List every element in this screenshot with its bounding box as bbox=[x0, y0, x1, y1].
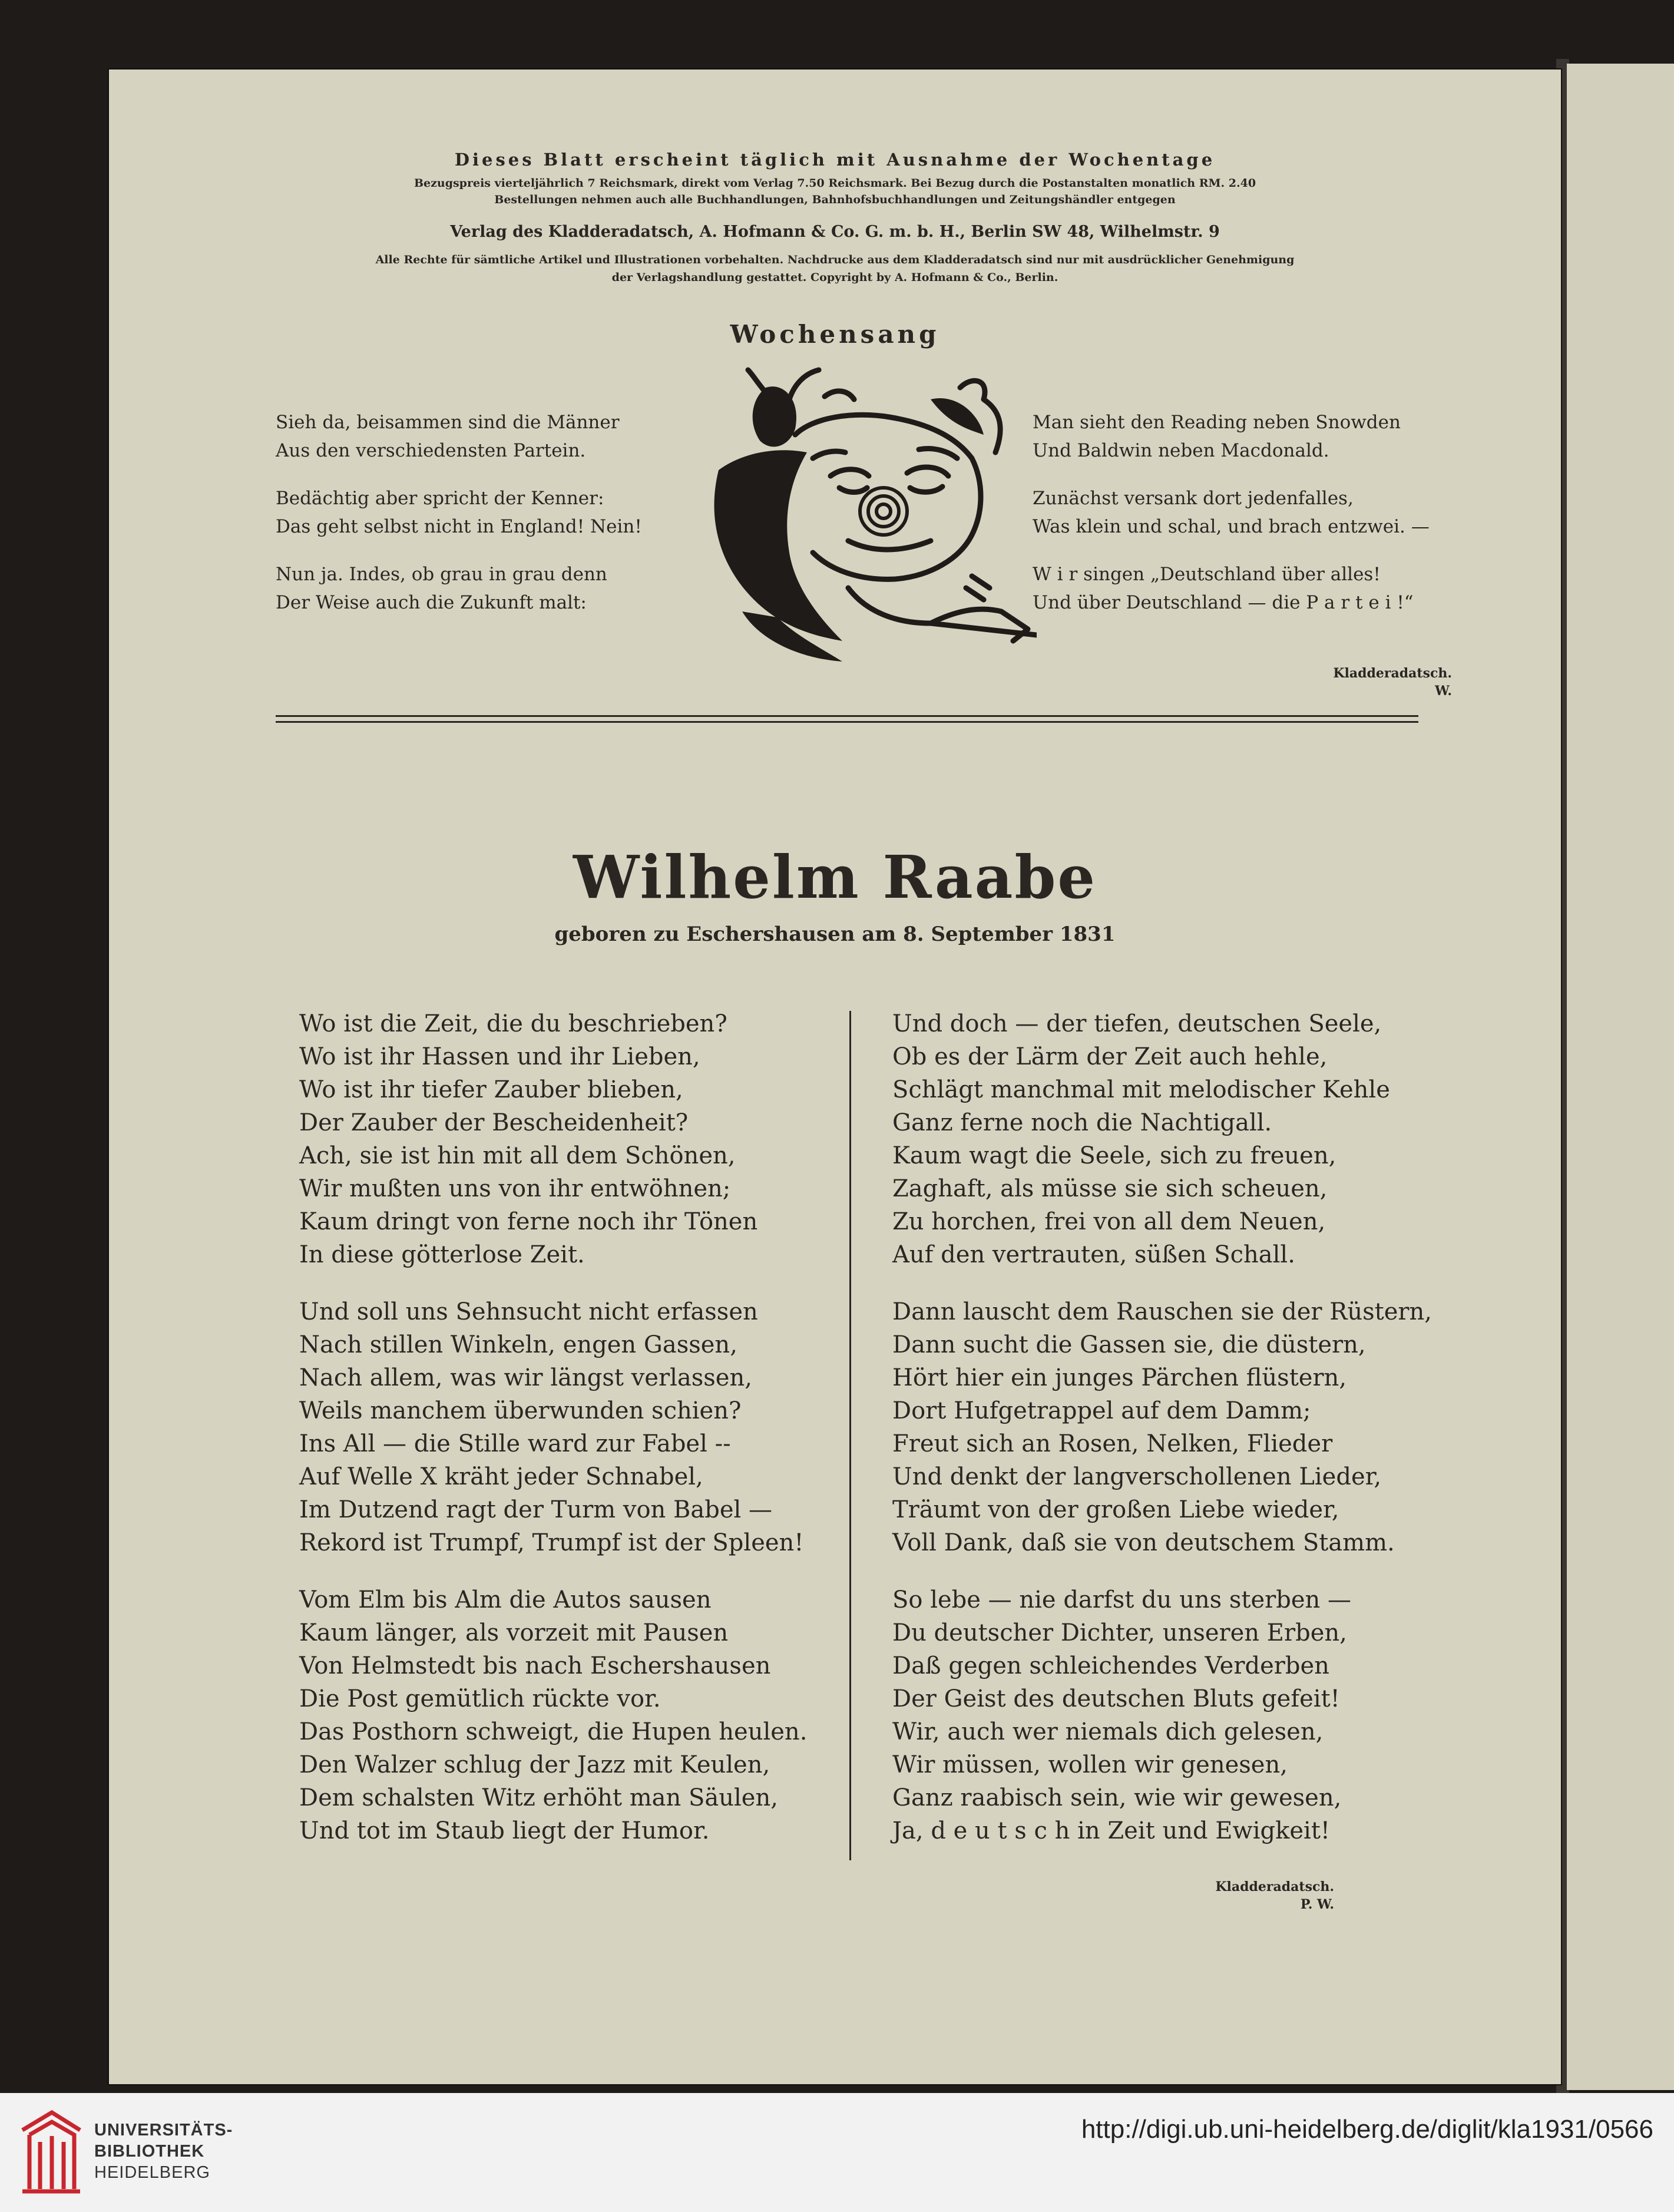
verse-line: Der Zauber der Bescheidenheit? bbox=[299, 1109, 689, 1136]
verse-line: Und soll uns Sehnsucht nicht erfassen bbox=[299, 1298, 758, 1325]
verse-line: Nach stillen Winkeln, engen Gassen, bbox=[299, 1331, 737, 1358]
verse-line: Ach, sie ist hin mit all dem Schönen, bbox=[299, 1142, 736, 1169]
verse-line: Und Baldwin neben Macdonald. bbox=[1033, 440, 1329, 461]
library-logo-icon bbox=[16, 2107, 86, 2195]
verse-line: Rekord ist Trumpf, Trumpf ist der Spleen! bbox=[299, 1529, 804, 1556]
verse-line: Ins All — die Stille ward zur Fabel -- bbox=[299, 1430, 731, 1457]
logo-text-line: UNIVERSITÄTS- bbox=[94, 2121, 233, 2140]
stanza bbox=[276, 560, 700, 617]
verse-line: Wo ist ihr Hassen und ihr Lieben, bbox=[299, 1043, 700, 1070]
imprint-publication-note: Dieses Blatt erscheint täglich mit Ausnahme der Wochentage bbox=[454, 150, 1216, 170]
verse-line: Im Dutzend ragt der Turm von Babel — bbox=[299, 1496, 773, 1523]
verse-line: Den Walzer schlug der Jazz mit Keulen, bbox=[299, 1751, 770, 1778]
verse-line: Ob es der Lärm der Zeit auch hehle, bbox=[892, 1043, 1328, 1070]
verse-line: Und tot im Staub liegt der Humor. bbox=[299, 1817, 710, 1844]
verse-line: Schlägt manchmal mit melodischer Kehle bbox=[892, 1076, 1390, 1103]
poem-left-column bbox=[299, 1007, 924, 1872]
stanza bbox=[299, 1007, 924, 1271]
verse-line: Wo ist die Zeit, die du beschrieben? bbox=[299, 1010, 727, 1037]
verse-line: Vom Elm bis Alm die Autos sausen bbox=[299, 1586, 712, 1613]
wochensang-signature bbox=[1305, 664, 1452, 700]
verse-line: Der Geist des deutschen Bluts gefeit! bbox=[892, 1685, 1340, 1712]
column-divider bbox=[849, 1011, 851, 1860]
verse-line: In diese götterlose Zeit. bbox=[299, 1241, 585, 1268]
verse-line: Ganz ferne noch die Nachtigall. bbox=[892, 1109, 1272, 1136]
verse-line: Sieh da, beisammen sind die Männer bbox=[276, 412, 620, 433]
stanza bbox=[1033, 408, 1504, 465]
imprint-orders: Bestellungen nehmen auch alle Buchhandlungen, Bahnhofsbuchhandlungen und Zeitungshändler entgegen bbox=[494, 193, 1176, 206]
scanned-page bbox=[109, 70, 1561, 2084]
imprint-rights: Alle Rechte für sämtliche Artikel und Illustrationen vorbehalten. Nachdrucke aus dem Kladderadatsch sind nur mit ausdrücklicher Genehmigung bbox=[375, 253, 1295, 266]
verse-line: Dann sucht die Gassen sie, die düstern, bbox=[892, 1331, 1366, 1358]
verse-line: Der Weise auch die Zukunft malt: bbox=[276, 592, 587, 613]
verse-line: Freut sich an Rosen, Nelken, Flieder bbox=[892, 1430, 1333, 1457]
verse-line: Nach allem, was wir längst verlassen, bbox=[299, 1364, 752, 1391]
verse-line: Aus den verschiedensten Partein. bbox=[276, 440, 586, 461]
imprint-copyright: der Verlagshandlung gestattet. Copyright by A. Hofmann & Co., Berlin. bbox=[611, 271, 1058, 284]
viewer-footer bbox=[0, 2093, 1674, 2212]
verse-line: Wo ist ihr tiefer Zauber blieben, bbox=[299, 1076, 683, 1103]
stanza bbox=[276, 484, 700, 541]
verse-line: Nun ja. Indes, ob grau in grau denn bbox=[276, 564, 607, 585]
verse-line: Dem schalsten Witz erhöht man Säulen, bbox=[299, 1784, 778, 1811]
stanza bbox=[299, 1583, 924, 1847]
verse-line: Die Post gemütlich rückte vor. bbox=[299, 1685, 661, 1712]
verse-line: Kaum wagt die Seele, sich zu freuen, bbox=[892, 1142, 1336, 1169]
verse-line: Dort Hufgetrappel auf dem Damm; bbox=[892, 1397, 1311, 1424]
verse-line: Kaum dringt von ferne noch ihr Tönen bbox=[299, 1208, 758, 1235]
verse-line: Dann lauscht dem Rauschen sie der Rüstern, bbox=[892, 1298, 1433, 1325]
verse-line: Zunächst versank dort jedenfalles, bbox=[1033, 488, 1354, 509]
wochensang-title: Wochensang bbox=[730, 320, 940, 349]
poem-title: Wilhelm Raabe bbox=[573, 842, 1097, 912]
verse-line: Wir müssen, wollen wir genesen, bbox=[892, 1751, 1288, 1778]
wochensang-right-column bbox=[1033, 408, 1504, 636]
next-page-edge bbox=[1567, 64, 1674, 2090]
stanza bbox=[1033, 560, 1504, 617]
signature-source: Kladderadatsch. bbox=[1333, 666, 1452, 681]
verse-line: W i r singen „Deutschland über alles! bbox=[1033, 564, 1381, 585]
cartoon-illustration bbox=[707, 364, 1037, 664]
verse-line: Weils manchem überwunden schien? bbox=[299, 1397, 742, 1424]
stanza bbox=[892, 1295, 1481, 1559]
verse-line: Und doch — der tiefen, deutschen Seele, bbox=[892, 1010, 1382, 1037]
verse-line: Auf den vertrauten, süßen Schall. bbox=[892, 1241, 1295, 1268]
verse-line: Und denkt der langverschollenen Lieder, bbox=[892, 1463, 1382, 1490]
verse-line: So lebe — nie darfst du uns sterben — bbox=[892, 1586, 1352, 1613]
poem-signature bbox=[1199, 1878, 1334, 1913]
verse-line: Bedächtig aber spricht der Kenner: bbox=[276, 488, 604, 509]
verse-line: Du deutscher Dichter, unseren Erben, bbox=[892, 1619, 1347, 1646]
verse-line: Wir, auch wer niemals dich gelesen, bbox=[892, 1718, 1324, 1745]
verse-line: Daß gegen schleichendes Verderben bbox=[892, 1652, 1329, 1679]
verse-line: Man sieht den Reading neben Snowden bbox=[1033, 412, 1401, 433]
verse-line: Hört hier ein junges Pärchen flüstern, bbox=[892, 1364, 1347, 1391]
verse-line: Auf Welle X kräht jeder Schnabel, bbox=[299, 1463, 703, 1490]
logo-text-line: HEIDELBERG bbox=[94, 2163, 210, 2182]
signature-initials: P. W. bbox=[1300, 1897, 1334, 1912]
stanza bbox=[892, 1583, 1481, 1847]
verse-line: Zu horchen, frei von all dem Neuen, bbox=[892, 1208, 1326, 1235]
stanza bbox=[1033, 484, 1504, 541]
verse-line: Träumt von der großen Liebe wieder, bbox=[892, 1496, 1339, 1523]
signature-source: Kladderadatsch. bbox=[1215, 1879, 1334, 1894]
verse-line: Was klein und schal, und brach entzwei. — bbox=[1033, 516, 1430, 537]
verse-line: Ja, d e u t s c h in Zeit und Ewigkeit! bbox=[892, 1817, 1330, 1844]
verse-line: Zaghaft, als müsse sie sich scheuen, bbox=[892, 1175, 1328, 1202]
verse-line: Das Posthorn schweigt, die Hupen heulen. bbox=[299, 1718, 808, 1745]
signature-initials: W. bbox=[1435, 683, 1452, 699]
wochensang-left-column bbox=[276, 408, 700, 636]
permalink-url[interactable]: http://digi.ub.uni-heidelberg.de/diglit/kla1931/0566 bbox=[1081, 2115, 1653, 2144]
verse-line: Voll Dank, daß sie von deutschem Stamm. bbox=[892, 1529, 1395, 1556]
poem-subtitle: geboren zu Eschershausen am 8. September 1831 bbox=[554, 923, 1116, 946]
stanza bbox=[892, 1007, 1481, 1271]
verse-line: Ganz raabisch sein, wie wir gewesen, bbox=[892, 1784, 1342, 1811]
imprint-price: Bezugspreis vierteljährlich 7 Reichsmark, direkt vom Verlag 7.50 Reichsmark. Bei Bezug durch die Postanstalten monatlich RM. 2.40 bbox=[413, 177, 1256, 190]
verse-line: Kaum länger, als vorzeit mit Pausen bbox=[299, 1619, 729, 1646]
section-divider bbox=[276, 721, 1418, 723]
section-divider bbox=[276, 715, 1418, 717]
verse-line: Und über Deutschland — die P a r t e i !“ bbox=[1033, 592, 1414, 613]
stanza bbox=[276, 408, 700, 465]
logo-text-line: BIBLIOTHEK bbox=[94, 2142, 205, 2161]
verse-line: Das geht selbst nicht in England! Nein! bbox=[276, 516, 642, 537]
imprint-publisher: Verlag des Kladderadatsch, A. Hofmann & Co. G. m. b. H., Berlin SW 48, Wilhelmstr. 9 bbox=[450, 223, 1220, 241]
stanza bbox=[299, 1295, 924, 1559]
verse-line: Wir mußten uns von ihr entwöhnen; bbox=[299, 1175, 731, 1202]
poem-right-column bbox=[892, 1007, 1481, 1872]
verse-line: Von Helmstedt bis nach Eschershausen bbox=[299, 1652, 771, 1679]
